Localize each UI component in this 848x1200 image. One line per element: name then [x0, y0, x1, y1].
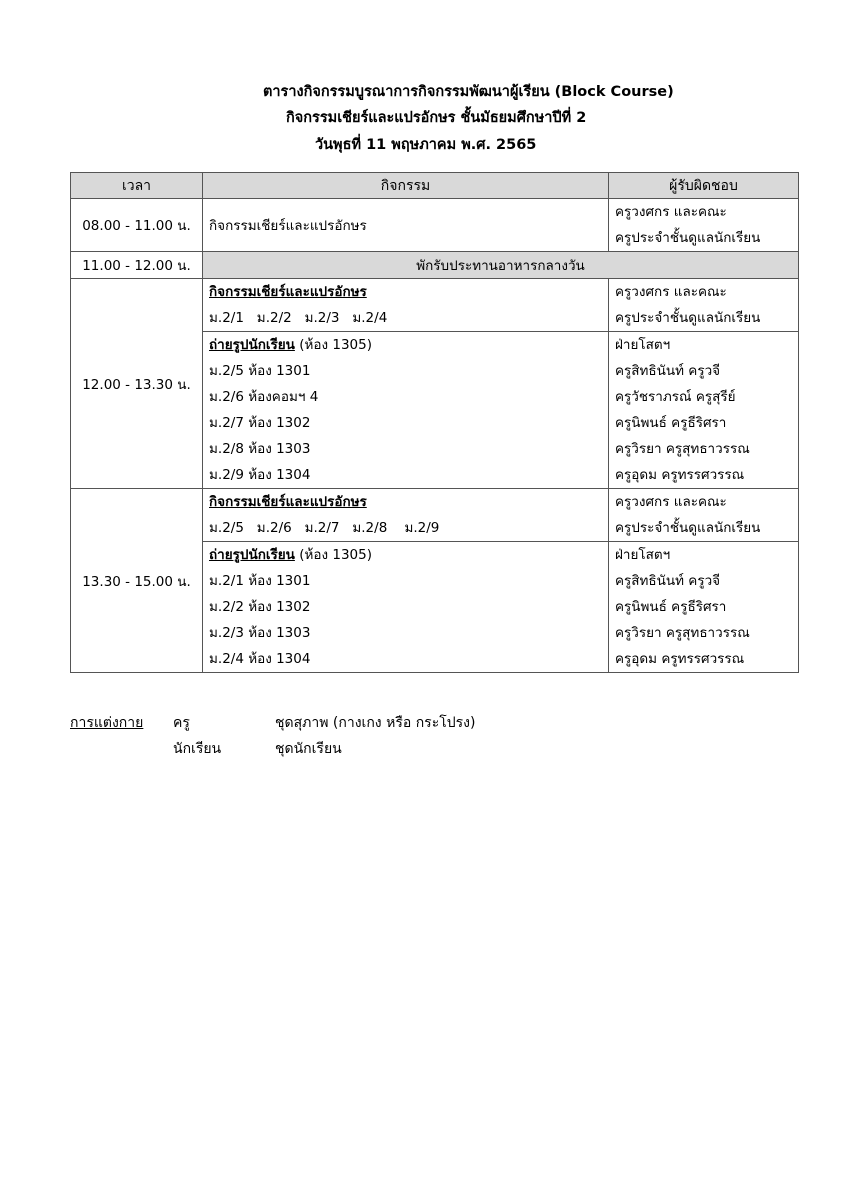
- activity-cell: [203, 279, 609, 332]
- responsible-line: ครูสิทธินันท์ ครูวจี: [615, 363, 721, 379]
- table-row: [71, 199, 799, 252]
- photo-item: ม.2/3 ห้อง 1303: [209, 625, 311, 641]
- photo-room: (ห้อง 1305): [294, 337, 372, 353]
- attire-student-label: นักเรียน: [173, 741, 222, 757]
- responsible-line: ครูสิทธินันท์ ครูวจี: [615, 573, 721, 589]
- class-list: ม.2/5 ม.2/6 ม.2/7 ม.2/8 ม.2/9: [209, 520, 440, 536]
- time-cell: 08.00 - 11.00 น.: [71, 199, 203, 252]
- photo-title: [209, 332, 602, 358]
- responsible-line: ครูอุดม ครูทรรศวรรณ: [615, 651, 745, 667]
- photo-item: ม.2/2 ห้อง 1302: [209, 599, 311, 615]
- responsible-cell: [609, 489, 799, 542]
- photo-item: ม.2/6 ห้องคอมฯ 4: [209, 389, 319, 405]
- activity-title: กิจกรรมเชียร์และแปรอักษร: [209, 494, 367, 510]
- responsible-line: ครูวัชราภรณ์ ครูสุรีย์: [615, 389, 736, 405]
- responsible-line: ครูวงศกร และคณะ: [615, 204, 727, 220]
- responsible-cell: [609, 332, 799, 489]
- photo-item: ม.2/5 ห้อง 1301: [209, 363, 311, 379]
- responsible-line: ครูวงศกร และคณะ: [615, 494, 727, 510]
- attire-student-value: ชุดนักเรียน: [275, 741, 342, 757]
- responsible-cell: [609, 199, 799, 252]
- header-activity: กิจกรรม: [203, 173, 609, 199]
- attire-teacher-value: ชุดสุภาพ (กางเกง หรือ กระโปรง): [275, 715, 476, 731]
- time-cell: 12.00 - 13.30 น.: [71, 279, 203, 489]
- attire-teacher-label: ครู: [173, 715, 190, 731]
- header-time: เวลา: [71, 173, 203, 199]
- photo-title: [209, 542, 602, 568]
- title-line-2: กิจกรรมเชียร์และแปรอักษร ชั้นมัธยมศึกษาปีที่ 2: [286, 110, 587, 126]
- table-header-row: [71, 173, 799, 199]
- responsible-line: ครูนิพนธ์ ครูธีริศรา: [615, 599, 727, 615]
- activity-cell: [203, 489, 609, 542]
- responsible-line: ฝ่ายโสตฯ: [615, 547, 671, 563]
- activity-cell: [203, 332, 609, 489]
- activity-title: กิจกรรมเชียร์และแปรอักษร: [209, 284, 367, 300]
- responsible-line: ครูอุดม ครูทรรศวรรณ: [615, 467, 745, 483]
- photo-title-label: ถ่ายรูปนักเรียน: [209, 547, 295, 563]
- photo-item: ม.2/9 ห้อง 1304: [209, 467, 311, 483]
- table-row: [71, 489, 799, 542]
- schedule-table: [70, 172, 799, 673]
- responsible-line: ครูวิรยา ครูสุทธาวรรณ: [615, 441, 750, 457]
- header-responsible: ผู้รับผิดชอบ: [609, 173, 799, 199]
- title-line-1: ตารางกิจกรรมบูรณาการกิจกรรมพัฒนาผู้เรียน (Block Course): [263, 84, 674, 100]
- responsible-line: ครูวงศกร และคณะ: [615, 284, 727, 300]
- class-list: ม.2/1 ม.2/2 ม.2/3 ม.2/4: [209, 310, 388, 326]
- photo-room: (ห้อง 1305): [294, 547, 372, 563]
- photo-item: ม.2/1 ห้อง 1301: [209, 573, 311, 589]
- table-row: [71, 252, 799, 279]
- photo-item: ม.2/8 ห้อง 1303: [209, 441, 311, 457]
- time-cell: 13.30 - 15.00 น.: [71, 489, 203, 673]
- photo-item: ม.2/7 ห้อง 1302: [209, 415, 311, 431]
- attire-label: การแต่งกาย: [70, 715, 144, 731]
- title-line-3: วันพุธที่ 11 พฤษภาคม พ.ศ. 2565: [315, 137, 537, 153]
- responsible-cell: [609, 279, 799, 332]
- lunch-break-cell: พักรับประทานอาหารกลางวัน: [203, 252, 799, 279]
- activity-cell: [203, 542, 609, 673]
- table-row: [71, 279, 799, 332]
- activity-cell: กิจกรรมเชียร์และแปรอักษร: [203, 199, 609, 252]
- responsible-line: ครูประจำชั้นดูแลนักเรียน: [615, 520, 761, 536]
- responsible-line: ครูวิรยา ครูสุทธาวรรณ: [615, 625, 750, 641]
- responsible-line: ครูนิพนธ์ ครูธีริศรา: [615, 415, 727, 431]
- photo-title-label: ถ่ายรูปนักเรียน: [209, 337, 295, 353]
- responsible-line: ฝ่ายโสตฯ: [615, 337, 671, 353]
- time-cell: 11.00 - 12.00 น.: [71, 252, 203, 279]
- photo-item: ม.2/4 ห้อง 1304: [209, 651, 311, 667]
- responsible-line: ครูประจำชั้นดูแลนักเรียน: [615, 310, 761, 326]
- responsible-line: ครูประจำชั้นดูแลนักเรียน: [615, 230, 761, 246]
- responsible-cell: [609, 542, 799, 673]
